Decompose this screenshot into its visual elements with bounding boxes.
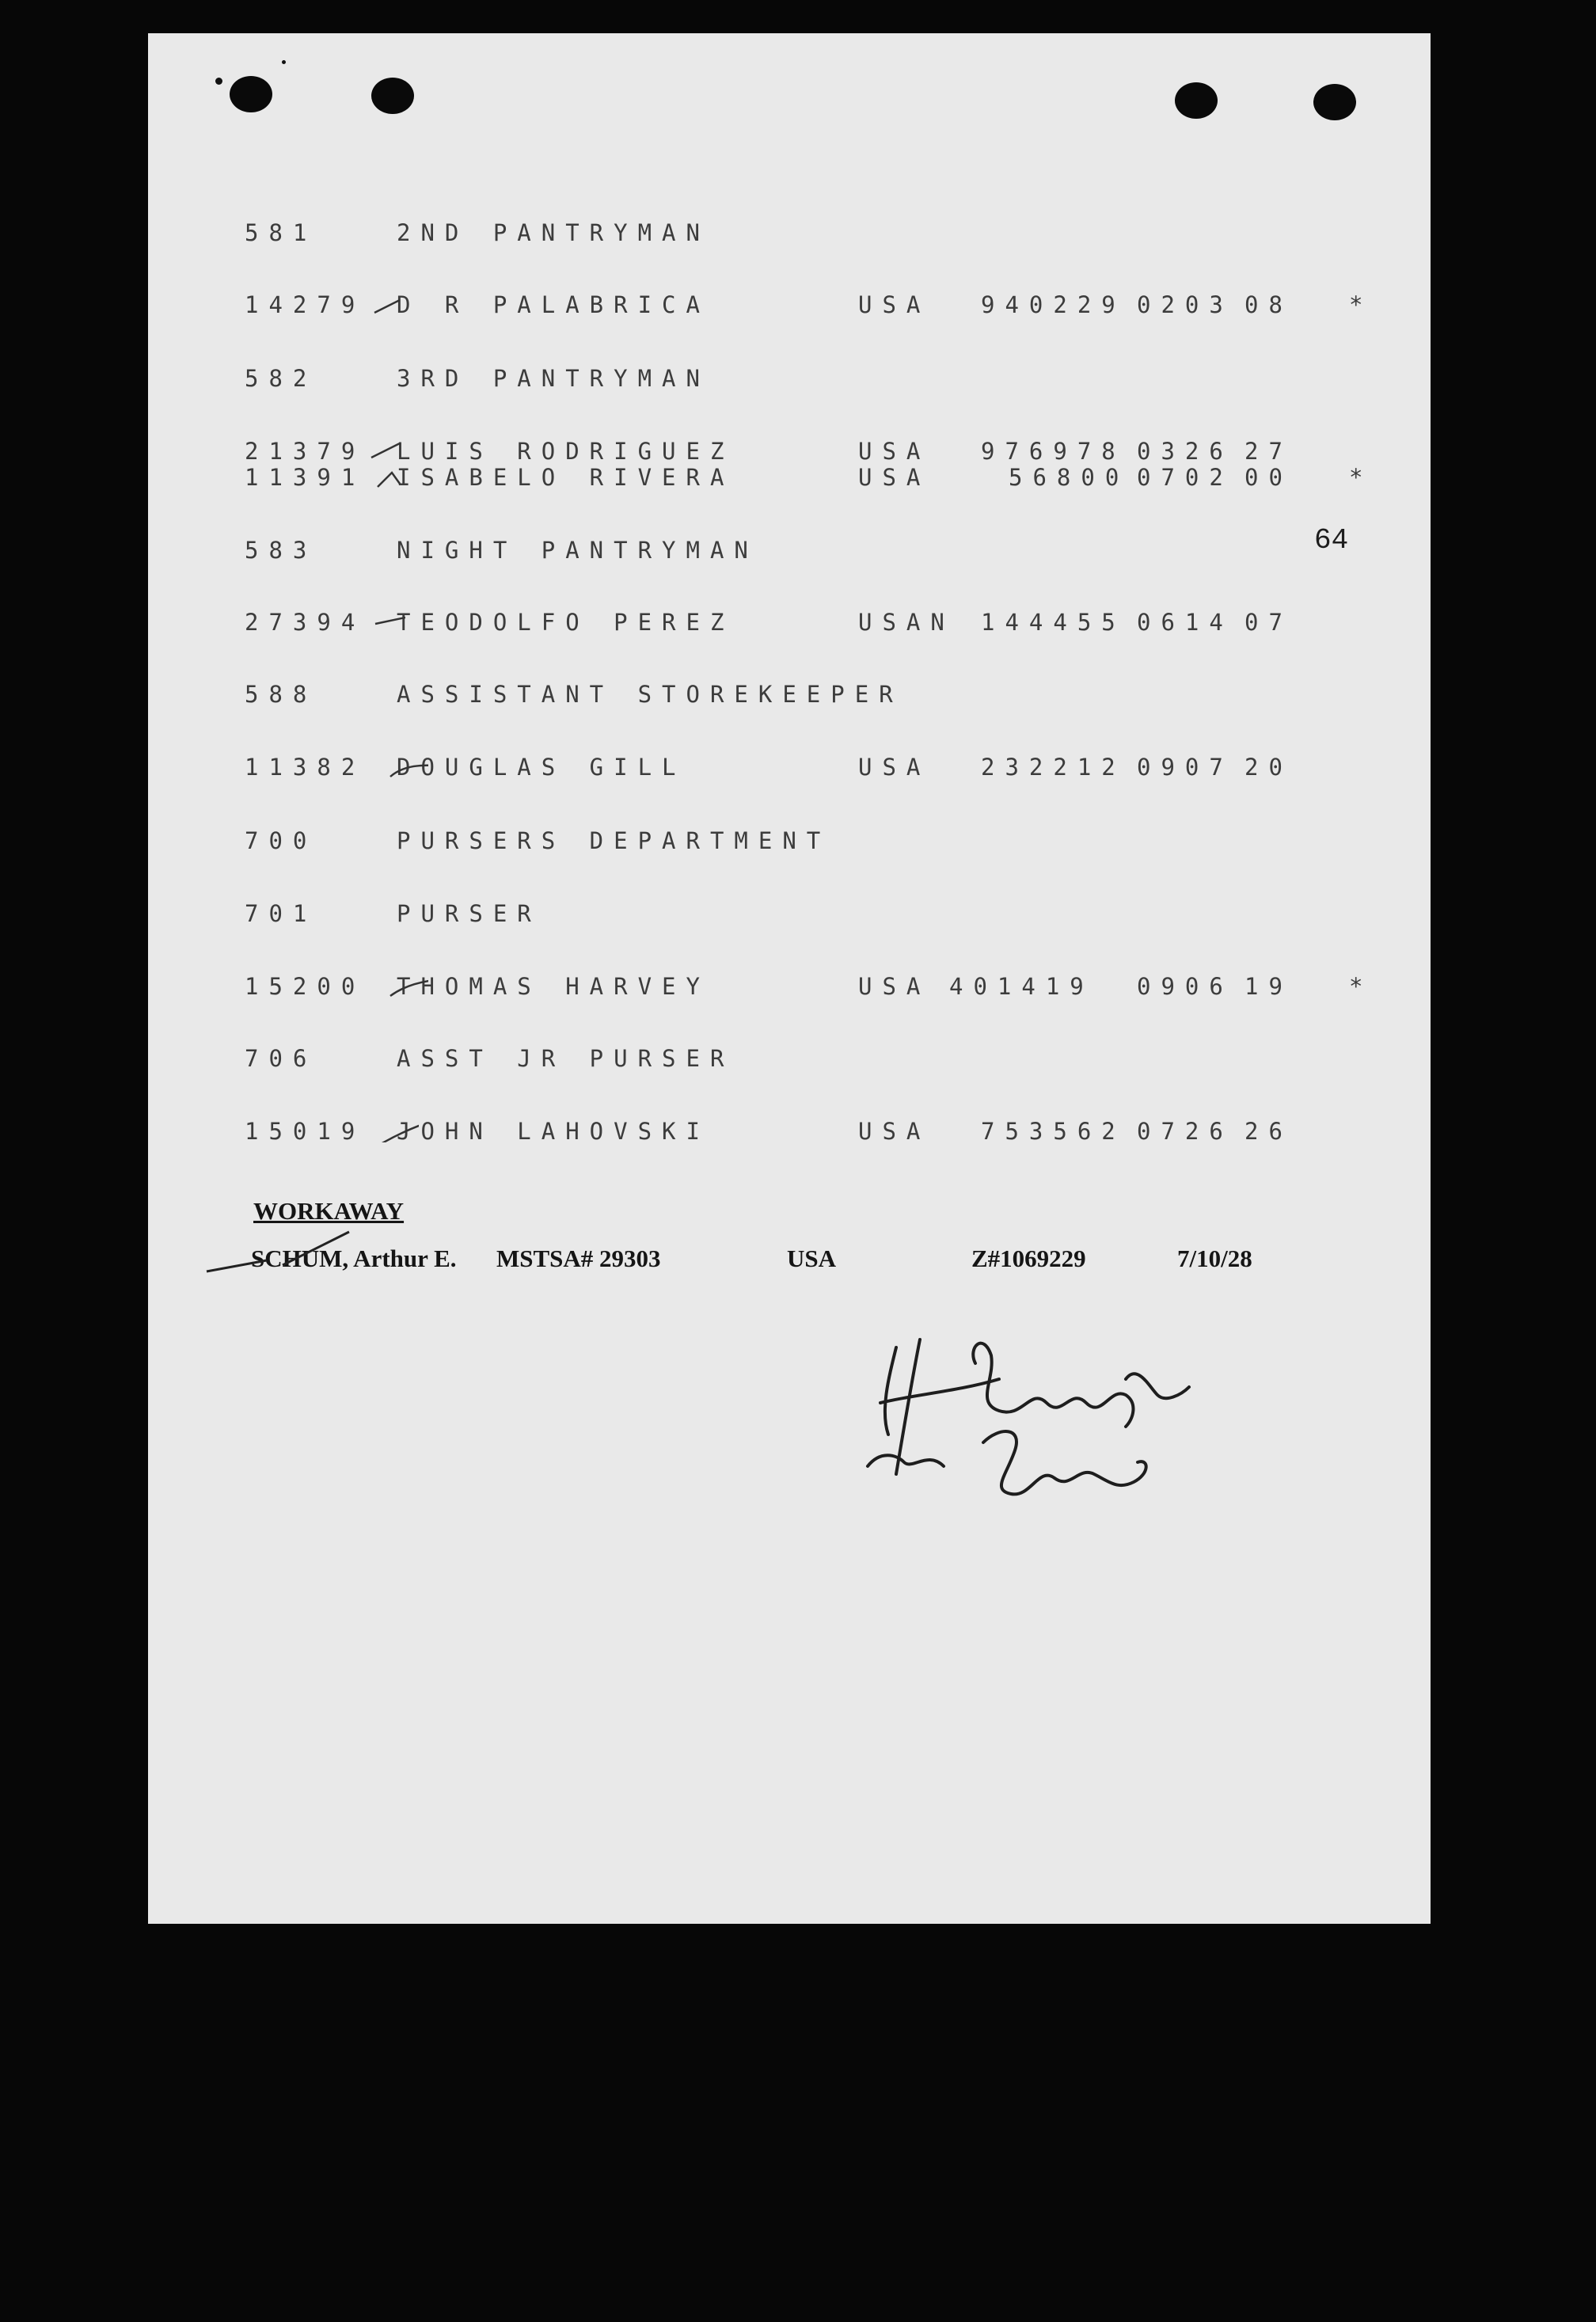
pen-check-mark — [203, 1221, 362, 1276]
age: 00 — [1244, 464, 1293, 491]
position-code: 706 — [245, 1045, 317, 1072]
flag-mark: * — [1349, 291, 1363, 318]
code: 0203 — [1137, 291, 1233, 318]
document-id: 232212 — [981, 754, 1126, 781]
position-code: 700 — [245, 827, 317, 854]
flag-mark: * — [1349, 464, 1363, 491]
ink-speck — [282, 60, 286, 64]
position-title: PURSER — [397, 900, 542, 927]
position-code: 582 — [245, 365, 317, 392]
document-page — [148, 33, 1431, 1924]
workaway-heading: WORKAWAY — [253, 1197, 405, 1225]
position-title: 2ND PANTRYMAN — [397, 219, 710, 246]
age: 07 — [1244, 609, 1293, 636]
crew-name: D R PALABRICA — [397, 291, 710, 318]
workaway-date: 7/10/28 — [1177, 1245, 1252, 1272]
citizenship: USA — [858, 754, 931, 781]
crew-name: DOUGLAS GILL — [397, 754, 686, 781]
flag-mark: * — [1349, 973, 1363, 1000]
position-title: PURSERS DEPARTMENT — [397, 827, 831, 854]
section-heading — [245, 217, 710, 249]
section-heading — [245, 534, 758, 566]
crew-number: 15200 — [245, 973, 366, 1000]
citizenship: USA — [858, 464, 931, 491]
crew-number: 11382 — [245, 754, 366, 781]
document-id: 940229 — [981, 291, 1126, 318]
section-heading — [245, 363, 710, 394]
punch-hole — [1175, 82, 1218, 119]
crew-number: 11391 — [245, 464, 366, 491]
age: 20 — [1244, 754, 1293, 781]
crew-name: LUIS RODRIGUEZ — [397, 438, 735, 465]
position-code: 581 — [245, 219, 317, 246]
citizenship: USA — [858, 291, 931, 318]
section-heading — [245, 825, 831, 857]
position-code: 588 — [245, 681, 317, 708]
document-id: 56800 — [1009, 464, 1130, 491]
crew-row — [245, 971, 1363, 1002]
code: 0906 — [1137, 973, 1233, 1000]
crew-number: 14279 — [245, 291, 366, 318]
page-number-note: 64 — [1314, 524, 1349, 557]
age: 08 — [1244, 291, 1293, 318]
crew-row — [245, 751, 1293, 783]
punch-hole — [371, 78, 414, 114]
code: 0726 — [1137, 1118, 1233, 1145]
crew-name: ISABELO RIVERA — [397, 464, 735, 491]
age: 27 — [1244, 438, 1293, 465]
code: 0326 — [1137, 438, 1233, 465]
position-code: 701 — [245, 900, 317, 927]
citizenship: USA — [858, 438, 931, 465]
citizenship: USA — [858, 1118, 931, 1145]
age: 19 — [1244, 973, 1293, 1000]
section-heading — [245, 1043, 735, 1074]
citizenship: USA — [858, 973, 931, 1000]
position-title: NIGHT PANTRYMAN — [397, 537, 758, 564]
punch-hole — [230, 76, 272, 112]
code: 0702 — [1137, 464, 1233, 491]
crew-name: JOHN LAHOVSKI — [397, 1118, 710, 1145]
crew-name: TEODOLFO PEREZ — [397, 609, 735, 636]
position-title: ASSISTANT STOREKEEPER — [397, 681, 903, 708]
section-heading — [245, 678, 903, 710]
crew-number: 27394 — [245, 609, 366, 636]
document-id: 753562 — [981, 1118, 1126, 1145]
position-code: 583 — [245, 537, 317, 564]
signature-image — [864, 1316, 1229, 1530]
crew-row — [245, 606, 1293, 638]
citizenship: USAN — [858, 609, 955, 636]
age: 26 — [1244, 1118, 1293, 1145]
ink-speck — [215, 78, 222, 85]
check-mark — [371, 1120, 419, 1142]
check-mark — [381, 975, 428, 998]
workaway-card: MSTSA# 29303 — [496, 1245, 661, 1272]
document-id: 401419 — [949, 973, 1094, 1000]
punch-hole — [1313, 84, 1356, 120]
crew-number: 21379 — [245, 438, 366, 465]
crew-number: 15019 — [245, 1118, 366, 1145]
check-mark — [371, 294, 403, 316]
document-id: 144455 — [981, 609, 1126, 636]
code: 0614 — [1137, 609, 1233, 636]
document-id: 976978 — [981, 438, 1126, 465]
position-title: 3RD PANTRYMAN — [397, 365, 710, 392]
crew-row — [245, 462, 1363, 493]
check-mark — [371, 466, 403, 488]
section-heading — [245, 898, 542, 929]
workaway-name: SCHUM, Arthur E. — [251, 1245, 457, 1272]
crew-row — [245, 289, 1363, 321]
check-mark — [381, 756, 428, 778]
crew-row — [245, 1115, 1293, 1147]
workaway-document: Z#1069229 — [971, 1245, 1086, 1272]
workaway-citizenship: USA — [787, 1245, 837, 1272]
check-mark — [374, 611, 405, 633]
crew-name: THOMAS HARVEY — [397, 973, 710, 1000]
code: 0907 — [1137, 754, 1233, 781]
position-title: ASST JR PURSER — [397, 1045, 735, 1072]
check-mark — [370, 440, 401, 462]
